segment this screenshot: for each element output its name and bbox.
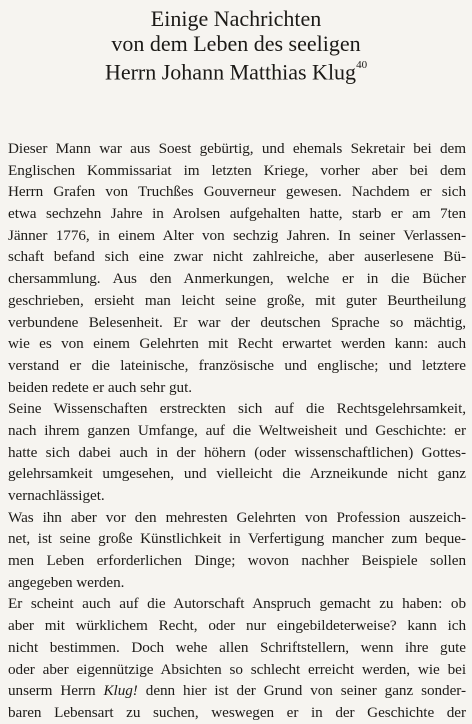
text-line: nicht bestimmen. Doch wehe allen Schriftstellern, wenn ihre gute xyxy=(8,638,466,656)
text-line: wie es von einem Gelehrten mit Recht erwartet werden kann: auch xyxy=(8,335,466,353)
text-line: baren Lebensart zu suchen, weswegen er in der Geschichte der xyxy=(8,703,466,721)
text-line: gelehrsamkeit umgesehen, und vielleicht die Arzneikunde nicht ganz xyxy=(8,465,466,483)
text-line: chersammlung. Aus den Anmerkungen, welche er in die Bücher xyxy=(8,270,466,288)
text-line: Jänner 1776, in einem Alter von sechzig Jahren. In seiner Verlassen- xyxy=(8,226,466,244)
text-line: Was ihn aber vor den mehresten Gelehrten von Profession auszeich- xyxy=(8,508,466,526)
text-line: schaft befand sich eine zwar nicht zahlreiche, aber auserlesene Bü- xyxy=(8,248,466,266)
text-line: oder aber eigennützige Absichten so schlecht erreicht werden, wie bei xyxy=(8,660,466,678)
title-line-1: Einige Nachrichten xyxy=(150,6,322,31)
title-line-3 xyxy=(0,56,472,84)
page-title xyxy=(0,6,472,84)
text-line: hatte sich dabei auch in der höhern (oder wissenschaftlichen) Gottes- xyxy=(8,443,466,461)
title-line-3-text: Herrn Johann Matthias Klug xyxy=(104,59,357,85)
text-line: aber mit würklichem Recht, oder nur eingebildeterweise? kann ich xyxy=(8,617,466,635)
text-line: nach ihrem ganzen Umfange, auf die Weltweisheit und Geschichte: er xyxy=(8,421,466,439)
text-line: net, ist seine große Künstlichkeit in Verfertigung mancher zum beque- xyxy=(8,530,466,548)
title-line-2: von dem Leben des seeligen xyxy=(111,31,361,56)
body-text xyxy=(8,138,466,724)
text-line: Seine Wissenschaften erstreckten sich auf die Rechtsgelehrsamkeit, xyxy=(8,400,466,418)
text-line: Er scheint auch auf die Autorschaft Anspruch gemacht zu haben: ob xyxy=(8,595,466,613)
text-line: verbundene Belesenheit. Er war der deutschen Sprache so mächtig, xyxy=(8,313,466,331)
text-line-with-emphasis xyxy=(8,680,466,702)
text-line: Herrn Grafen von Truchßes Gouverneur gewesen. Nachdem er sich xyxy=(8,183,466,201)
text-line: vernachlässiget. xyxy=(8,487,105,504)
footnote-marker: 40 xyxy=(356,59,368,71)
text-line: men Leben erforderlichen Dinge; wovon nachher Beispiele sollen xyxy=(8,552,466,570)
text-line: geschrieben, ersieht man leicht seine große, mit guter Beurtheilung xyxy=(8,291,466,309)
text-line: Dieser Mann war aus Soest gebürtig, und ehemals Sekretair bei dem xyxy=(8,140,466,157)
text-line: beiden redete er auch sehr gut. xyxy=(8,378,192,396)
text-segment: denn hier ist der Grund von seiner ganz sonder- xyxy=(137,682,466,700)
text-line: verstand er die lateinische, französische und englische; und letztere xyxy=(8,356,466,374)
emphasized-name: Klug! xyxy=(103,682,138,700)
text-line: angegeben werden. xyxy=(8,573,125,591)
text-segment: unserm Herrn xyxy=(8,682,104,700)
text-line: Englischen Kommissariat im letzten Kriege, vorher aber bei dem xyxy=(8,161,466,179)
text-line: etwa sechzehn Jahre in Arolsen aufgehalten hatte, starb er am 7ten xyxy=(8,205,466,223)
